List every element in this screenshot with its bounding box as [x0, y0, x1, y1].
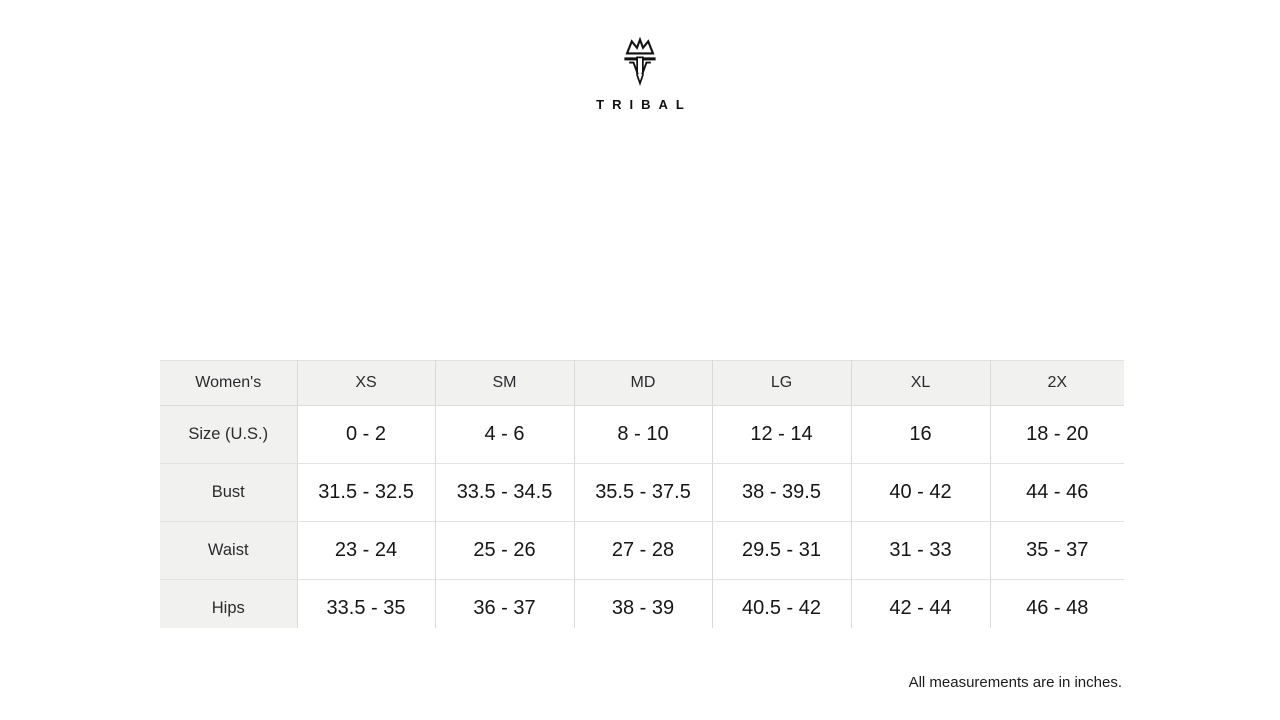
measurement-cell: 27 - 28: [574, 522, 712, 580]
column-header-xl: XL: [851, 361, 990, 406]
measurement-cell: 31 - 33: [851, 522, 990, 580]
column-header-women-s: Women's: [160, 361, 297, 406]
size-chart-table-container: [160, 360, 1124, 628]
column-header-sm: SM: [435, 361, 574, 406]
measurement-cell: 33.5 - 34.5: [435, 464, 574, 522]
measurement-cell: 40.5 - 42: [712, 580, 851, 629]
table-row: [160, 464, 1124, 522]
table-row: [160, 580, 1124, 629]
measurement-cell: 44 - 46: [990, 464, 1124, 522]
brand-header: [0, 36, 1280, 112]
measurement-cell: 36 - 37: [435, 580, 574, 629]
column-header-lg: LG: [712, 361, 851, 406]
measurement-cell: 42 - 44: [851, 580, 990, 629]
measurement-cell: 18 - 20: [990, 406, 1124, 464]
column-header-md: MD: [574, 361, 712, 406]
row-label-bust: Bust: [160, 464, 297, 522]
measurement-cell: 38 - 39: [574, 580, 712, 629]
measurement-cell: 29.5 - 31: [712, 522, 851, 580]
measurement-cell: 12 - 14: [712, 406, 851, 464]
size-chart-body: [160, 406, 1124, 629]
measurement-cell: 25 - 26: [435, 522, 574, 580]
row-label-hips: Hips: [160, 580, 297, 629]
tribal-crown-logo-icon: [614, 36, 666, 90]
measurement-cell: 40 - 42: [851, 464, 990, 522]
column-header-2x: 2X: [990, 361, 1124, 406]
measurement-cell: 38 - 39.5: [712, 464, 851, 522]
measurement-cell: 46 - 48: [990, 580, 1124, 629]
measurements-footnote: All measurements are in inches.: [908, 674, 1122, 691]
measurement-cell: 4 - 6: [435, 406, 574, 464]
table-header-row: [160, 361, 1124, 406]
measurement-cell: 33.5 - 35: [297, 580, 435, 629]
table-row: [160, 522, 1124, 580]
row-label-waist: Waist: [160, 522, 297, 580]
table-row: [160, 406, 1124, 464]
measurement-cell: 8 - 10: [574, 406, 712, 464]
measurement-cell: 31.5 - 32.5: [297, 464, 435, 522]
measurement-cell: 16: [851, 406, 990, 464]
column-header-xs: XS: [297, 361, 435, 406]
size-chart-table: [160, 360, 1124, 628]
size-chart-header-row: [160, 361, 1124, 406]
measurement-cell: 0 - 2: [297, 406, 435, 464]
row-label-size-u-s-: Size (U.S.): [160, 406, 297, 464]
measurement-cell: 23 - 24: [297, 522, 435, 580]
measurement-cell: 35.5 - 37.5: [574, 464, 712, 522]
brand-name: TRIBAL: [596, 97, 692, 112]
measurement-cell: 35 - 37: [990, 522, 1124, 580]
